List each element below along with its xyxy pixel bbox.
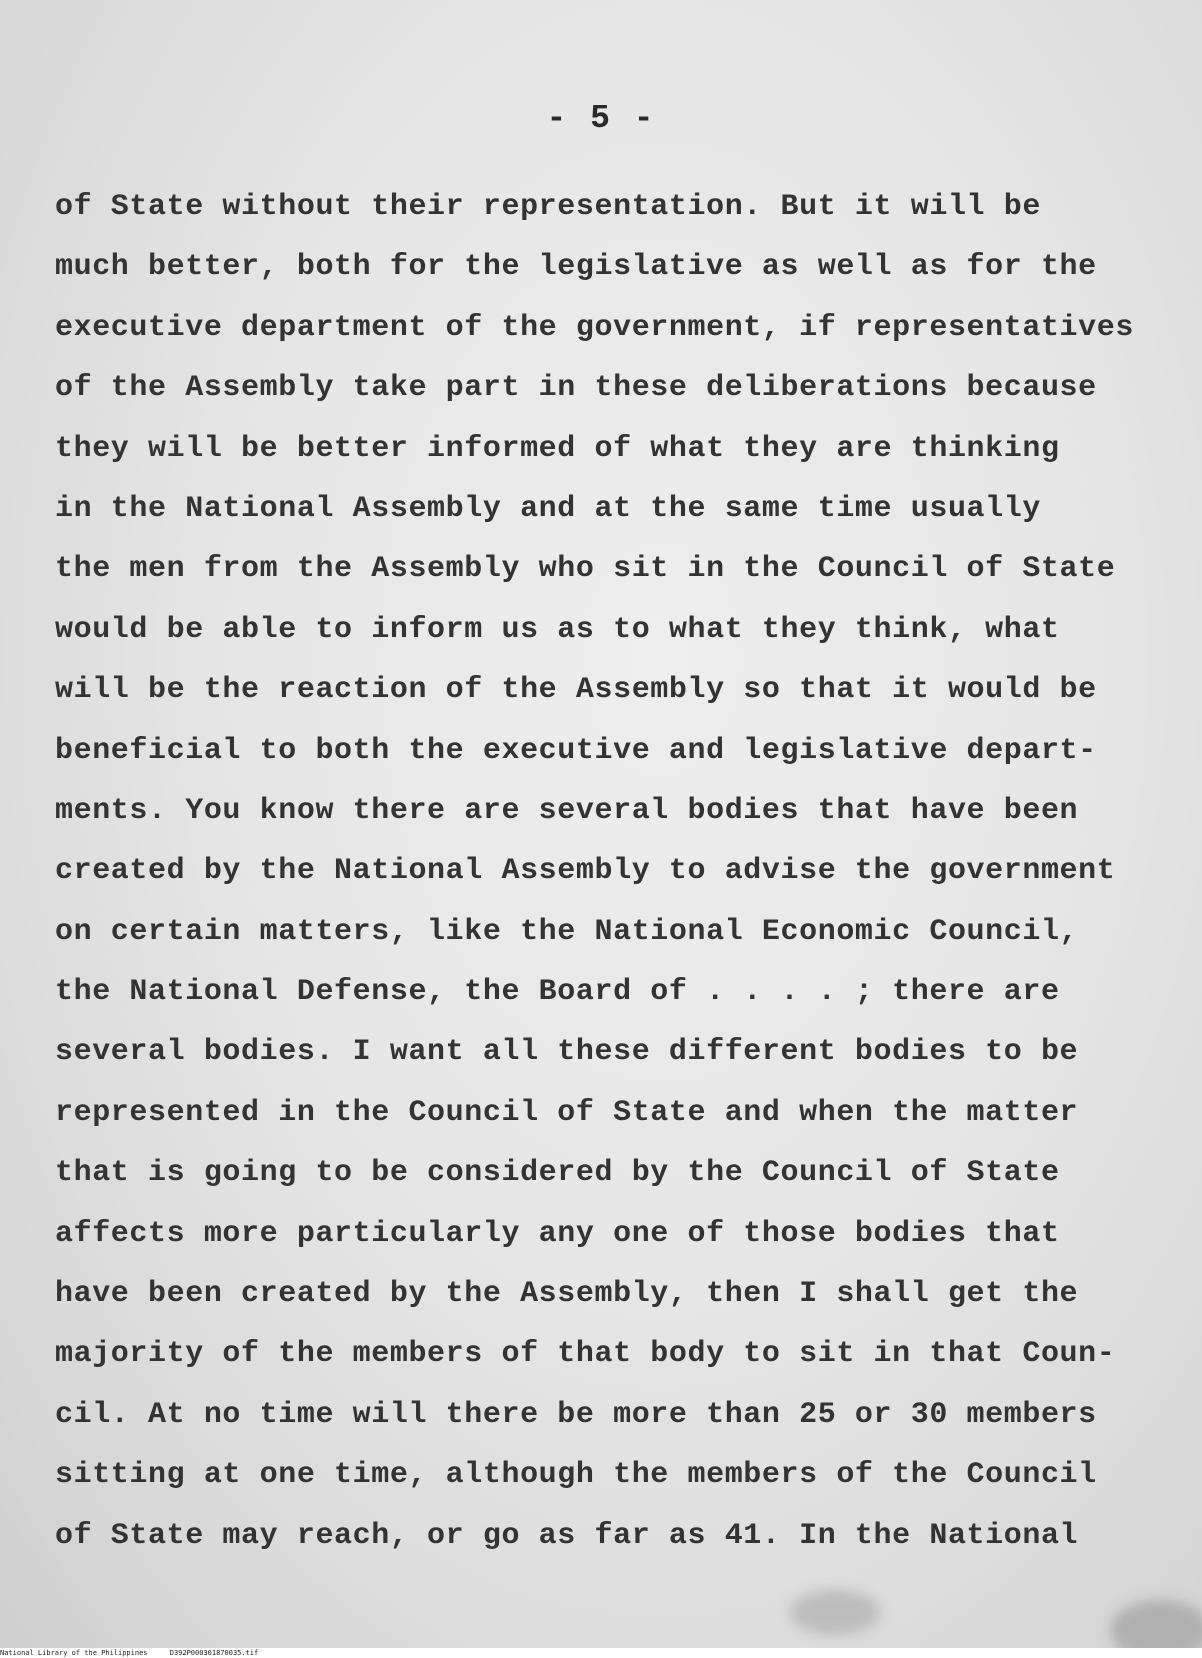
text-line: on certain matters, like the National Economic Council, [55,914,1079,949]
footer-file-id: D392P000301870035.tif [169,1649,259,1657]
paper-stain [1110,1600,1202,1648]
scan-footer [0,1648,1202,1658]
text-line: have been created by the Assembly, then I shall get the [55,1277,1079,1312]
text-line: of the Assembly take part in these deliberations because [55,371,1097,406]
text-line: would be able to inform us as to what they think, what [55,612,1060,647]
text-line: affects more particularly any one of those bodies that [55,1216,1060,1251]
text-line: executive department of the government, if representatives [55,310,1134,345]
text-line: in the National Assembly and at the same time usually [55,491,1041,526]
text-line: the men from the Assembly who sit in the Council of State [55,552,1116,587]
text-line: of State may reach, or go as far as 41. In the National [55,1518,1079,1553]
text-line: created by the National Assembly to advise the government [55,854,1116,889]
text-line: sitting at one time, although the members of the Council [55,1458,1097,1493]
footer-source: National Library of the Philippines [0,1649,148,1657]
text-line: the National Defense, the Board of . . . . ; there are [55,975,1060,1010]
text-line: cil. At no time will there be more than 25 or 30 members [55,1397,1097,1432]
text-line: ments. You know there are several bodies that have been [55,793,1079,828]
text-line: much better, both for the legislative as well as for the [55,250,1097,285]
text-line: that is going to be considered by the Council of State [55,1156,1060,1191]
text-line: of State without their representation. But it will be [55,190,1041,224]
text-line: majority of the members of that body to sit in that Coun- [55,1337,1116,1372]
body-text [55,185,1135,1574]
text-line: several bodies. I want all these different bodies to be [55,1035,1079,1070]
paper-stain [790,1590,880,1635]
page-number: - 5 - [546,100,656,137]
text-line: they will be better informed of what they are thinking [55,431,1060,466]
text-line: will be the reaction of the Assembly so that it would be [55,673,1097,708]
text-line: beneficial to both the executive and legislative depart- [55,733,1097,768]
text-line: represented in the Council of State and when the matter [55,1095,1079,1130]
